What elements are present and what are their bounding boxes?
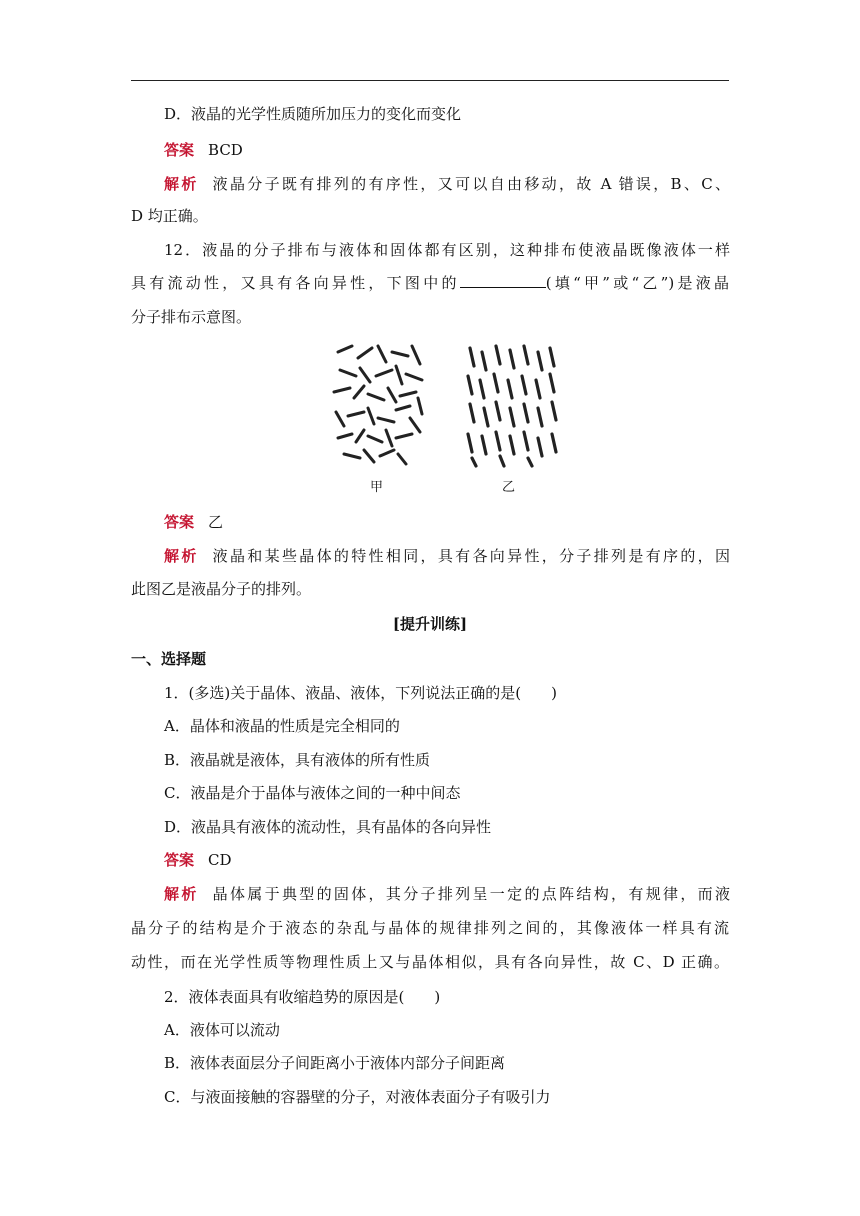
ordered-molecules-yi [468, 346, 556, 466]
figure-caption-yi: 乙 [502, 480, 516, 495]
answer-blank [460, 273, 546, 288]
q11-answer: BCD [208, 141, 243, 159]
p1-option-b: B．液晶就是液体，具有液体的所有性质 [164, 751, 431, 769]
molecule-figure-svg [330, 342, 566, 492]
analysis-tag: 解析 [164, 175, 199, 193]
p1-analysis-2: 晶分子的结构是介于液态的杂乱与晶体的规律排列之间的，其像液体一样具有流 [131, 919, 729, 937]
p1-analysis-1: 晶体属于典型的固体，其分子排列呈一定的点阵结构，有规律，而液 [212, 885, 730, 903]
q12-stem-3: 分子排布示意图。 [131, 308, 252, 326]
p1-analysis-3: 动性，而在光学性质等物理性质上又与晶体相似，具有各向异性，故 C、D 正确。 [131, 953, 729, 971]
q12-answer: 乙 [208, 513, 224, 531]
molecule-arrangement-figure [330, 342, 566, 495]
q11-analysis-1: 液晶分子既有排列的有序性，又可以自由移动，故 A 错误，B、C、 [212, 175, 730, 193]
answer-tag: 答案 [164, 513, 195, 531]
p2-option-a: A．液体可以流动 [164, 1021, 280, 1039]
analysis-tag: 解析 [164, 547, 199, 565]
analysis-tag: 解析 [164, 885, 199, 903]
p1-option-c: C．液晶是介于晶体与液体之间的一种中间态 [164, 784, 461, 802]
section-title: [提升训练] [392, 615, 468, 633]
p1-stem: 1．(多选)关于晶体、液晶、液体，下列说法正确的是( ) [164, 684, 557, 702]
q12-stem-2b: (填“甲”或“乙”)是液晶 [545, 274, 729, 292]
q11-analysis-line-1 [164, 174, 730, 194]
p1-analysis-line-1 [164, 884, 730, 904]
figure-caption-jia: 甲 [370, 480, 384, 495]
p2-stem: 2．液体表面具有收缩趋势的原因是( ) [164, 988, 441, 1006]
p1-option-a: A．晶体和液晶的性质是完全相同的 [164, 717, 400, 735]
p1-answer-line [164, 850, 730, 870]
p1-answer: CD [208, 851, 232, 869]
q12-stem-2 [131, 273, 729, 293]
header-rule [131, 80, 729, 81]
q12-stem-2a: 具有流动性，又具有各向异性，下图中的 [131, 274, 460, 292]
q12-answer-line [164, 512, 730, 532]
q12-stem-1: 12．液晶的分子排布与液体和固体都有区别，这种排布使液晶既像液体一样 [164, 241, 730, 259]
p1-option-d: D．液晶具有液体的流动性，具有晶体的各向异性 [164, 818, 492, 836]
q11-analysis-2: D 均正确。 [131, 207, 208, 225]
q12-analysis-2: 此图乙是液晶分子的排列。 [131, 580, 312, 598]
answer-tag: 答案 [164, 141, 195, 159]
p2-option-b: B．液体表面层分子间距离小于液体内部分子间距离 [164, 1054, 506, 1072]
q11-option-d: D．液晶的光学性质随所加压力的变化而变化 [164, 105, 462, 123]
p2-option-c: C．与液面接触的容器壁的分子，对液体表面分子有吸引力 [164, 1088, 551, 1106]
q12-analysis-1: 液晶和某些晶体的特性相同，具有各向异性，分子排列是有序的，因 [212, 547, 730, 565]
q11-answer-line [164, 140, 730, 160]
disordered-molecules-jia [334, 346, 422, 464]
answer-tag: 答案 [164, 851, 195, 869]
subsection-title: 一、选择题 [131, 650, 207, 668]
q12-analysis-line-1 [164, 546, 730, 566]
